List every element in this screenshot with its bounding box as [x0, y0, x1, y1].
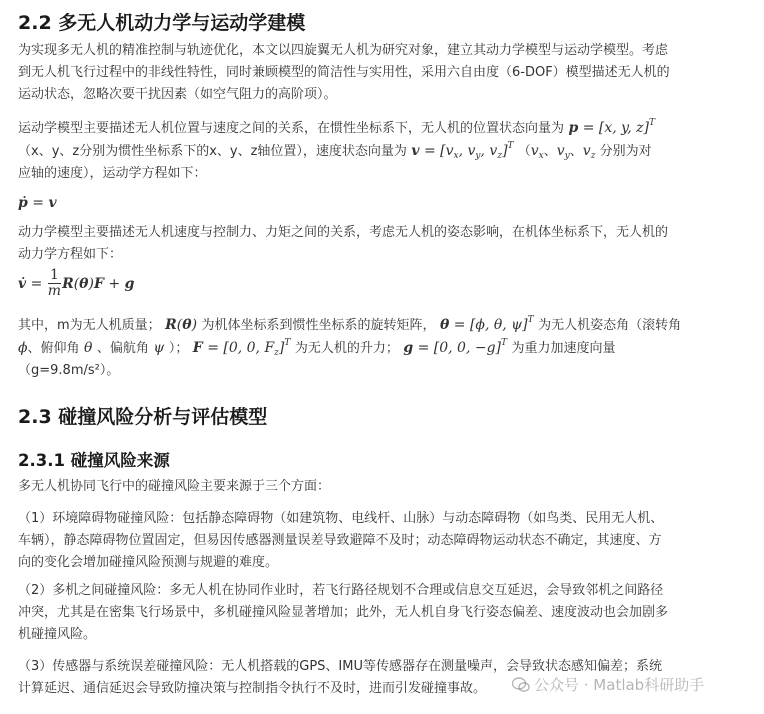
text-span: 为无人机姿态角（滚转角 — [538, 318, 682, 333]
attitude-formula: θ = [ϕ, θ, ψ]$^T$ — [439, 315, 534, 333]
paragraph-kinematics — [18, 117, 740, 185]
text-span: 为重力加速度向量 — [511, 341, 616, 356]
text-line: （1）环境障碍物碰撞风险：包括静态障碍物（如建筑物、电线杆、山脉）与动态障碍物（如鸟类、民用无人机、 — [18, 511, 664, 526]
text-line: 车辆），静态障碍物位置固定，但易因传感器测量误差导致避障不及时；动态障碍物运动状态不确定，其速度、方 — [18, 533, 662, 548]
text-line — [18, 314, 740, 337]
risk-item-environment — [18, 508, 740, 574]
text-line — [18, 117, 740, 140]
vy-symbol: $v_y$ — [556, 143, 570, 161]
text-span: 其中，m为无人机质量； — [18, 318, 161, 333]
text-line: 动力学模型主要描述无人机速度与控制力、力矩之间的关系，考虑无人机的姿态影响，在机体坐标系下，无人机的 — [18, 225, 669, 240]
watermark — [512, 674, 704, 697]
text-line: 计算延迟、通信延迟会导致防撞决策与控制指令执行不及时，进而引发碰撞事故。 — [18, 681, 487, 696]
text-span: （x、y、z分别为惯性坐标系下的x、y、z轴位置），速度状态向量为 — [18, 144, 407, 159]
text-line — [18, 337, 740, 360]
text-span: 、 — [543, 144, 557, 159]
text-span: 为无人机的升力； — [294, 341, 399, 356]
text-span: ）； — [168, 341, 189, 356]
paragraph-symbols — [18, 314, 740, 382]
section-2-3-1-heading: 2.3.1 碰撞风险来源 — [18, 451, 170, 470]
text-line: （g=9.8m/s²）。 — [18, 363, 120, 378]
psi-symbol: ψ — [148, 340, 169, 356]
phi-symbol: ϕ — [18, 340, 28, 356]
risk-item-multi-uav — [18, 580, 740, 646]
text-line: 机碰撞风险。 — [18, 627, 97, 642]
dynamic-formula: v̇ = $\frac{1}{m}$ R(θ)F + g — [18, 267, 135, 299]
gravity-formula: g = [0, 0, −g]$^T$ — [403, 338, 508, 356]
text-span: 、俯仰角 — [27, 341, 80, 356]
theta-symbol: θ — [79, 340, 97, 356]
text-span: 为机体坐标系到惯性坐标系的旋转矩阵， — [201, 318, 436, 333]
text-span: 运动学模型主要描述无人机位置与速度之间的关系，在惯性坐标系下，无人机的位置状态向量为 — [18, 121, 565, 136]
text-line: 动力学方程如下： — [18, 247, 123, 262]
text-line: （3）传感器与系统误差碰撞风险：无人机搭载的GPS、IMU等传感器存在测量噪声，会导致状态感知偏差；系统 — [18, 659, 663, 674]
position-vector-formula: p = [x, y, z]$^T$ — [568, 118, 655, 136]
watermark-text: 公众号 · Matlab科研助手 — [534, 676, 705, 694]
text-line: 向的变化会增加碰撞风险预测与规避的难度。 — [18, 555, 279, 570]
velocity-vector-formula: $v = [v_x$, $v_y$, $v_z]^T$ — [411, 141, 514, 161]
section-2-2-heading: 2.2 多无人机动力学与运动学建模 — [18, 12, 306, 34]
text-line: 多无人机协同飞行中的碰撞风险主要来源于三个方面： — [18, 479, 331, 494]
text-line: 到无人机飞行过程中的非线性特性，同时兼顾模型的简洁性与实用性，采用六自由度（6-DOF）模型描述无人机的 — [18, 65, 670, 80]
paragraph-intro — [18, 40, 740, 106]
lift-formula: F = [0, 0, $F_z]^T$ — [192, 338, 291, 358]
text-span: 、 — [569, 144, 583, 159]
text-line: 运动状态，忽略次要干扰因素（如空气阻力的高阶项）。 — [18, 87, 337, 102]
text-span: 分别为对 — [599, 144, 652, 159]
wechat-icon — [512, 677, 530, 697]
text-span: 、偏航角 — [96, 341, 149, 356]
text-line — [18, 140, 740, 163]
kinematic-formula: ṗ = v — [18, 195, 57, 211]
text-line: 冲突，尤其是在密集飞行场景中，多机碰撞风险显著增加；此外，无人机自身飞行姿态偏差、速度波动也会加剧多 — [18, 605, 669, 620]
paragraph-risk-intro — [18, 476, 740, 498]
dynamic-equation — [18, 268, 740, 299]
text-span: （ — [517, 144, 531, 159]
rotation-matrix-symbol: R(θ) — [165, 317, 202, 333]
text-line: 为实现多无人机的精准控制与轨迹优化，本文以四旋翼无人机为研究对象，建立其动力学模型与运动学模型。考虑 — [18, 43, 669, 58]
text-line: 应轴的速度），运动学方程如下： — [18, 166, 207, 181]
text-line: （2）多机之间碰撞风险：多无人机在协同作业时，若飞行路径规划不合理或信息交互延迟，会导致邻机之间路径 — [18, 583, 664, 598]
kinematic-equation — [18, 192, 740, 215]
paragraph-dynamics — [18, 222, 740, 266]
section-2-3-heading: 2.3 碰撞风险分析与评估模型 — [18, 406, 268, 428]
vz-symbol: $v_z$ — [582, 143, 596, 161]
vx-symbol: $v_x$ — [530, 143, 544, 161]
